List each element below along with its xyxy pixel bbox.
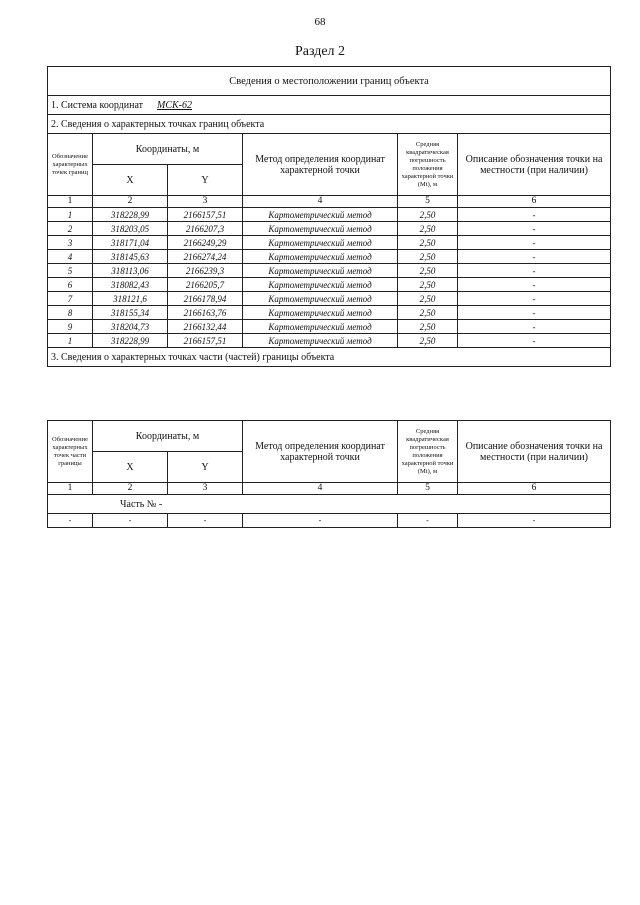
accuracy-cell: 2,50 — [398, 320, 458, 334]
point-number: 4 — [48, 250, 93, 264]
col-number: 5 — [398, 196, 458, 208]
header-point-designation: Обозначение характерных точек границ — [48, 134, 93, 196]
table-row — [48, 222, 611, 236]
accuracy-cell: 2,50 — [398, 292, 458, 306]
method-cell: Картометрический метод — [243, 292, 398, 306]
accuracy-cell: 2,50 — [398, 278, 458, 292]
header-description: Описание обозначения точки на местности (при наличии) — [458, 134, 611, 196]
empty-cell: - — [168, 514, 243, 528]
point-number: 1 — [48, 208, 93, 222]
empty-cell: - — [458, 514, 611, 528]
empty-row — [48, 514, 611, 528]
description-cell: - — [458, 292, 611, 306]
description-cell: - — [458, 222, 611, 236]
col-number: 1 — [48, 196, 93, 208]
point-number: 8 — [48, 306, 93, 320]
coord-x: 318082,43 — [93, 278, 168, 292]
empty-cell: - — [93, 514, 168, 528]
coord-x: 318203,05 — [93, 222, 168, 236]
coord-x: 318228,99 — [93, 334, 168, 348]
page-number: 68 — [314, 16, 326, 28]
coord-y: 2166274,24 — [168, 250, 243, 264]
points-subtitle: 2. Сведения о характерных точках границ объекта — [48, 115, 611, 134]
col-number: 4 — [243, 196, 398, 208]
empty-cell: - — [48, 514, 93, 528]
table-row — [48, 236, 611, 250]
part-label: Часть № - — [48, 495, 611, 514]
method-cell: Картометрический метод — [243, 250, 398, 264]
accuracy-cell: 2,50 — [398, 250, 458, 264]
table-row — [48, 208, 611, 222]
accuracy-cell: 2,50 — [398, 222, 458, 236]
point-number: 6 — [48, 278, 93, 292]
point-number: 2 — [48, 222, 93, 236]
col-number: 3 — [168, 483, 243, 495]
description-cell: - — [458, 306, 611, 320]
section-title: Раздел 2 — [294, 44, 346, 59]
method-cell: Картометрический метод — [243, 320, 398, 334]
coord-x: 318113,06 — [93, 264, 168, 278]
table-row — [48, 334, 611, 348]
col-number: 2 — [93, 196, 168, 208]
point-number: 7 — [48, 292, 93, 306]
coordinate-system-row — [48, 96, 611, 115]
table-row — [48, 306, 611, 320]
col-number: 6 — [458, 196, 611, 208]
point-number: 9 — [48, 320, 93, 334]
coordinate-system-value: МСК-62 — [157, 99, 193, 111]
coord-x: 318171,04 — [93, 236, 168, 250]
method-cell: Картометрический метод — [243, 264, 398, 278]
accuracy-cell: 2,50 — [398, 334, 458, 348]
table-row — [48, 278, 611, 292]
coordinate-system-label: 1. Система координат — [51, 99, 144, 111]
method-cell: Картометрический метод — [243, 208, 398, 222]
coord-x: 318145,63 — [93, 250, 168, 264]
header-y: Y — [168, 452, 243, 483]
col-number: 2 — [93, 483, 168, 495]
coord-x: 318228,99 — [93, 208, 168, 222]
point-number: 5 — [48, 264, 93, 278]
coord-y: 2166157,51 — [168, 208, 243, 222]
table-row — [48, 264, 611, 278]
header-accuracy: Средняя квадратическая погрешность положения характерной точки (Mt), м — [398, 421, 458, 483]
coord-x: 318155,34 — [93, 306, 168, 320]
coord-y: 2166178,94 — [168, 292, 243, 306]
description-cell: - — [458, 334, 611, 348]
accuracy-cell: 2,50 — [398, 306, 458, 320]
column-number-row — [48, 196, 611, 208]
point-number: 3 — [48, 236, 93, 250]
coord-y: 2166163,76 — [168, 306, 243, 320]
description-cell: - — [458, 320, 611, 334]
coord-y: 2166157,51 — [168, 334, 243, 348]
table-row — [48, 292, 611, 306]
col-number: 1 — [48, 483, 93, 495]
method-cell: Картометрический метод — [243, 236, 398, 250]
description-cell: - — [458, 250, 611, 264]
coord-y: 2166239,3 — [168, 264, 243, 278]
accuracy-cell: 2,50 — [398, 264, 458, 278]
coord-y: 2166249,29 — [168, 236, 243, 250]
coord-x: 318121,6 — [93, 292, 168, 306]
col-number: 6 — [458, 483, 611, 495]
header-method: Метод определения координат характерной точки — [243, 134, 398, 196]
coord-x: 318204,73 — [93, 320, 168, 334]
header-accuracy: Средняя квадратическая погрешность положения характерной точки (Mt), м — [398, 134, 458, 196]
header-x: X — [93, 452, 168, 483]
point-number: 1 — [48, 334, 93, 348]
accuracy-cell: 2,50 — [398, 236, 458, 250]
table-row — [48, 250, 611, 264]
part-points-subtitle: 3. Сведения о характерных точках части (частей) границы объекта — [48, 348, 611, 367]
table-title: Сведения о местоположении границ объекта — [48, 67, 611, 96]
header-description: Описание обозначения точки на местности (при наличии) — [458, 421, 611, 483]
description-cell: - — [458, 278, 611, 292]
part-boundary-table — [47, 420, 611, 528]
description-cell: - — [458, 264, 611, 278]
col-number: 4 — [243, 483, 398, 495]
method-cell: Картометрический метод — [243, 334, 398, 348]
coord-y: 2166132,44 — [168, 320, 243, 334]
header-point-designation: Обозначение характерных точек части границы — [48, 421, 93, 483]
table-row — [48, 320, 611, 334]
point-rows — [48, 208, 611, 348]
coord-y: 2166205,7 — [168, 278, 243, 292]
coord-y: 2166207,3 — [168, 222, 243, 236]
method-cell: Картометрический метод — [243, 278, 398, 292]
description-cell: - — [458, 208, 611, 222]
col-number: 5 — [398, 483, 458, 495]
method-cell: Картометрический метод — [243, 222, 398, 236]
header-y: Y — [168, 165, 243, 196]
boundary-table — [47, 66, 611, 367]
empty-cell: - — [398, 514, 458, 528]
method-cell: Картометрический метод — [243, 306, 398, 320]
header-coordinates: Координаты, м — [93, 421, 243, 452]
accuracy-cell: 2,50 — [398, 208, 458, 222]
empty-cell: - — [243, 514, 398, 528]
header-method: Метод определения координат характерной точки — [243, 421, 398, 483]
header-x: X — [93, 165, 168, 196]
column-number-row — [48, 483, 611, 495]
header-coordinates: Координаты, м — [93, 134, 243, 165]
description-cell: - — [458, 236, 611, 250]
col-number: 3 — [168, 196, 243, 208]
